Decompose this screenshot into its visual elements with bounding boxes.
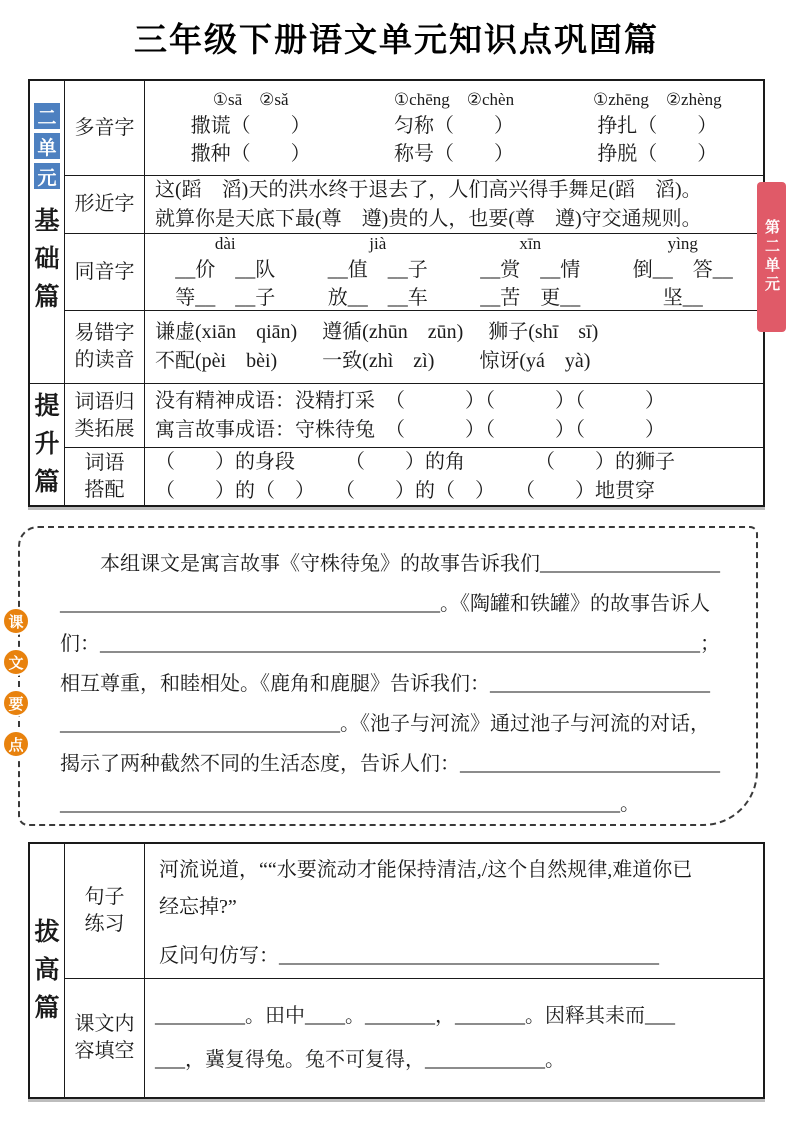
essay-line: ________________________________________________________。 — [60, 793, 640, 815]
unit-char-box: 元 — [34, 163, 60, 189]
duoyin-group — [556, 83, 759, 173]
basics-table — [28, 79, 765, 507]
fill-blank-item: 挣脱（ ） — [597, 143, 718, 165]
advanced-table — [28, 842, 765, 1099]
tongyin-group — [454, 236, 607, 308]
exercise-line: 反问句仿写：______________________________________ — [159, 945, 659, 967]
fill-blank-item: __苦 更__ — [480, 287, 581, 309]
dapei-content — [145, 448, 763, 505]
exercise-line: （ ）的（ ） （ ）的（ ） （ ）地贯穿 — [155, 479, 655, 502]
unit-char-box: 二 — [34, 103, 60, 129]
essay-line: 相互尊重，和睦相处。《鹿角和鹿腿》告诉我们：______________________ — [60, 673, 710, 695]
fill-blank-item: 撒种（ ） — [190, 143, 311, 165]
kewen-content — [145, 979, 763, 1097]
row-label-juzi: 句子 练习 — [65, 844, 145, 979]
row-label-guilei: 词语归 类拓展 — [65, 384, 145, 448]
row-label-kewen: 课文内 容填空 — [65, 979, 145, 1097]
exercise-line: 这(蹈 滔)天的洪水终于退去了，人们高兴得手舞足(蹈 滔)。 — [155, 178, 702, 201]
fill-blank-item: 匀称（ ） — [393, 115, 514, 137]
duoyinzi-content — [145, 81, 763, 176]
exercise-line: （ ）的身段 （ ）的角 （ ）的狮子 — [155, 450, 675, 473]
pinyin-header: xīn — [519, 234, 542, 253]
exercise-line: 寓言故事成语：守株待兔 （ ）（ ）（ ） — [155, 418, 665, 441]
duoyin-group — [149, 83, 352, 173]
essay-badge: 要 — [2, 689, 30, 717]
essay-badge: 点 — [2, 730, 30, 758]
xingjinzi-content — [145, 176, 763, 234]
fill-blank-item: __赏 __情 — [480, 259, 581, 281]
fill-blank-item: __价 __队 — [175, 259, 276, 281]
pinyin-header: ①zhēng ②zhèng — [592, 90, 722, 109]
pinyin-header: jià — [369, 234, 387, 253]
row-label-tongyinzi: 同音字 — [65, 234, 145, 311]
exercise-line: _________。田中____。_______，_______。因释其耒而___ — [155, 1005, 675, 1027]
fill-blank-item: 放__ __车 — [327, 287, 428, 309]
essay-line: 揭示了两种截然不同的生活态度，告诉人们：__________________________ — [60, 753, 720, 775]
essay-line: ____________________________。《池子与河流》通过池子与河流的对话， — [60, 713, 710, 735]
fill-blank-item: 称号（ ） — [393, 143, 514, 165]
pinyin-header: dài — [214, 234, 236, 253]
essay-line: ______________________________________。《陶罐和铁罐》的故事告诉人 — [60, 593, 710, 615]
yicuozi-content — [145, 311, 763, 384]
unit-tab: 第二单元 — [757, 182, 786, 332]
essay-box — [18, 526, 758, 826]
sidebar-tisheng: 提 升 篇 — [30, 384, 65, 505]
exercise-line: 经忘掉?” — [159, 896, 237, 918]
exercise-line: 河流说道，““水要流动才能保持清洁,/这个自然规律,难道你已 — [159, 859, 693, 881]
sidebar-unit-basic — [30, 81, 65, 384]
fill-blank-item: __值 __子 — [327, 259, 428, 281]
duoyin-group — [352, 83, 555, 173]
tongyin-group — [149, 236, 302, 308]
juzi-content — [145, 844, 763, 979]
pinyin-header: yìng — [667, 234, 698, 253]
pinyin-header: ①sā ②sǎ — [212, 90, 289, 109]
exercise-line: 不配(pèi bèi) 一致(zhì zì) 惊讶(yá yà) — [155, 350, 591, 372]
fill-blank-item: 倒__ 答__ — [632, 259, 733, 281]
exercise-line: 就算你是天底下最(尊 遵)贵的人，也要(尊 遵)守交通规则。 — [155, 207, 702, 230]
pinyin-header: ①chēng ②chèn — [393, 90, 515, 109]
fill-blank-item: 等__ __子 — [175, 287, 276, 309]
unit-char-box: 单 — [34, 133, 60, 159]
page-title: 三年级下册语文单元知识点巩固篇 — [134, 23, 659, 59]
row-label-duoyinzi: 多音字 — [65, 81, 145, 176]
exercise-line: 没有精神成语：没精打采 （ ）（ ）（ ） — [155, 389, 665, 412]
row-label-dapei: 词语 搭配 — [65, 448, 145, 505]
tongyinzi-content — [145, 234, 763, 311]
exercise-line: ___，冀复得兔。兔不可复得，____________。 — [155, 1049, 565, 1071]
sidebar-bagao: 拔 高 篇 — [30, 844, 65, 1097]
essay-line: 们：____________________________________________________________； — [60, 633, 720, 655]
essay-line: 本组课文是寓言故事《守株待兔》的故事告诉我们__________________ — [60, 553, 720, 575]
tongyin-group — [607, 236, 760, 308]
fill-blank-item: 坚__ — [662, 287, 703, 309]
essay-badge: 文 — [2, 648, 30, 676]
row-label-xingjinzi: 形近字 — [65, 176, 145, 234]
tongyin-group — [302, 236, 455, 308]
fill-blank-item: 撒谎（ ） — [190, 115, 311, 137]
guilei-content — [145, 384, 763, 448]
row-label-yicuozi: 易错字 的读音 — [65, 311, 145, 384]
essay-badge: 课 — [2, 607, 30, 635]
fill-blank-item: 挣扎（ ） — [597, 115, 718, 137]
exercise-line: 谦虚(xiān qiān) 遵循(zhūn zūn) 狮子(shī sī) — [155, 321, 599, 343]
section-basic-label: 基 础 篇 — [34, 208, 60, 311]
